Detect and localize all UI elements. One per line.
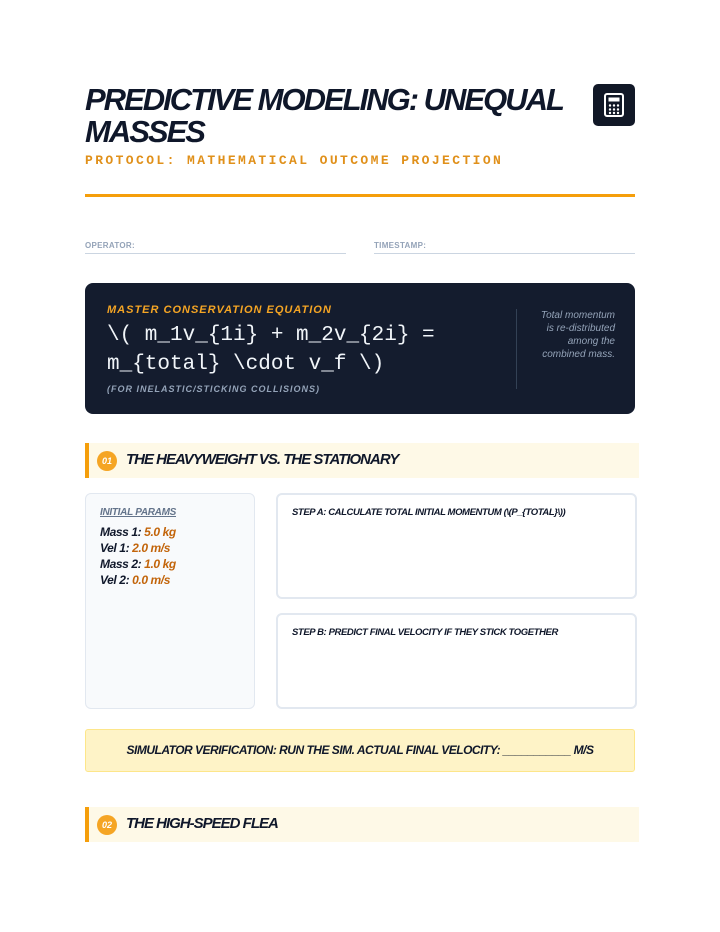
param-value: 2.0 m/s (132, 541, 171, 555)
param-row: Mass 2: 1.0 kg (100, 557, 176, 571)
param-row: Vel 2: 0.0 m/s (100, 573, 171, 587)
page-title: PREDICTIVE MODELING: UNEQUAL MASSES (85, 82, 563, 149)
section-header-02 (85, 807, 639, 842)
timestamp-label: TIMESTAMP: (374, 241, 427, 250)
header-divider (85, 194, 635, 197)
master-equation-title: MASTER CONSERVATION EQUATION (107, 304, 332, 316)
page-subtitle: PROTOCOL: MATHEMATICAL OUTCOME PROJECTION (85, 153, 504, 168)
master-equation-panel (85, 283, 635, 414)
param-value: 1.0 kg (144, 557, 176, 571)
initial-params-card (85, 493, 255, 709)
master-equation-note: (FOR INELASTIC/STICKING COLLISIONS) (107, 384, 320, 394)
section-header-01 (85, 443, 639, 478)
section-number: 02 (97, 815, 117, 835)
master-side-note: Total momentum is re-distributed among the combined mass. (540, 310, 615, 360)
verification-text: SIMULATOR VERIFICATION: RUN THE SIM. ACTUAL FINAL VELOCITY: ___________ M/S (126, 743, 594, 757)
simulator-verification-box[interactable] (85, 729, 635, 772)
calculator-icon (603, 93, 625, 117)
operator-field[interactable] (85, 241, 346, 254)
step-b-answer-box[interactable] (276, 613, 637, 709)
params-heading: INITIAL PARAMS (100, 507, 176, 518)
timestamp-field[interactable] (374, 241, 635, 254)
step-b-heading: STEP B: PREDICT FINAL VELOCITY IF THEY STICK TOGETHER (292, 627, 558, 638)
step-a-answer-box[interactable] (276, 493, 637, 599)
master-equation: \( m_1v_{1i} + m_2v_{2i} = m_{total} \cdot v_f \) (107, 324, 435, 376)
calculator-badge (593, 84, 635, 126)
param-value: 0.0 m/s (132, 573, 171, 587)
step-a-heading: STEP A: CALCULATE TOTAL INITIAL MOMENTUM (\(P_{TOTAL}\)) (292, 507, 566, 518)
section-number: 01 (97, 451, 117, 471)
panel-divider (516, 309, 517, 389)
operator-label: OPERATOR: (85, 241, 135, 250)
param-row: Vel 1: 2.0 m/s (100, 541, 171, 555)
param-value: 5.0 kg (144, 525, 176, 539)
section-title: THE HIGH-SPEED FLEA (126, 815, 278, 832)
param-row: Mass 1: 5.0 kg (100, 525, 176, 539)
section-title: THE HEAVYWEIGHT VS. THE STATIONARY (126, 451, 399, 468)
